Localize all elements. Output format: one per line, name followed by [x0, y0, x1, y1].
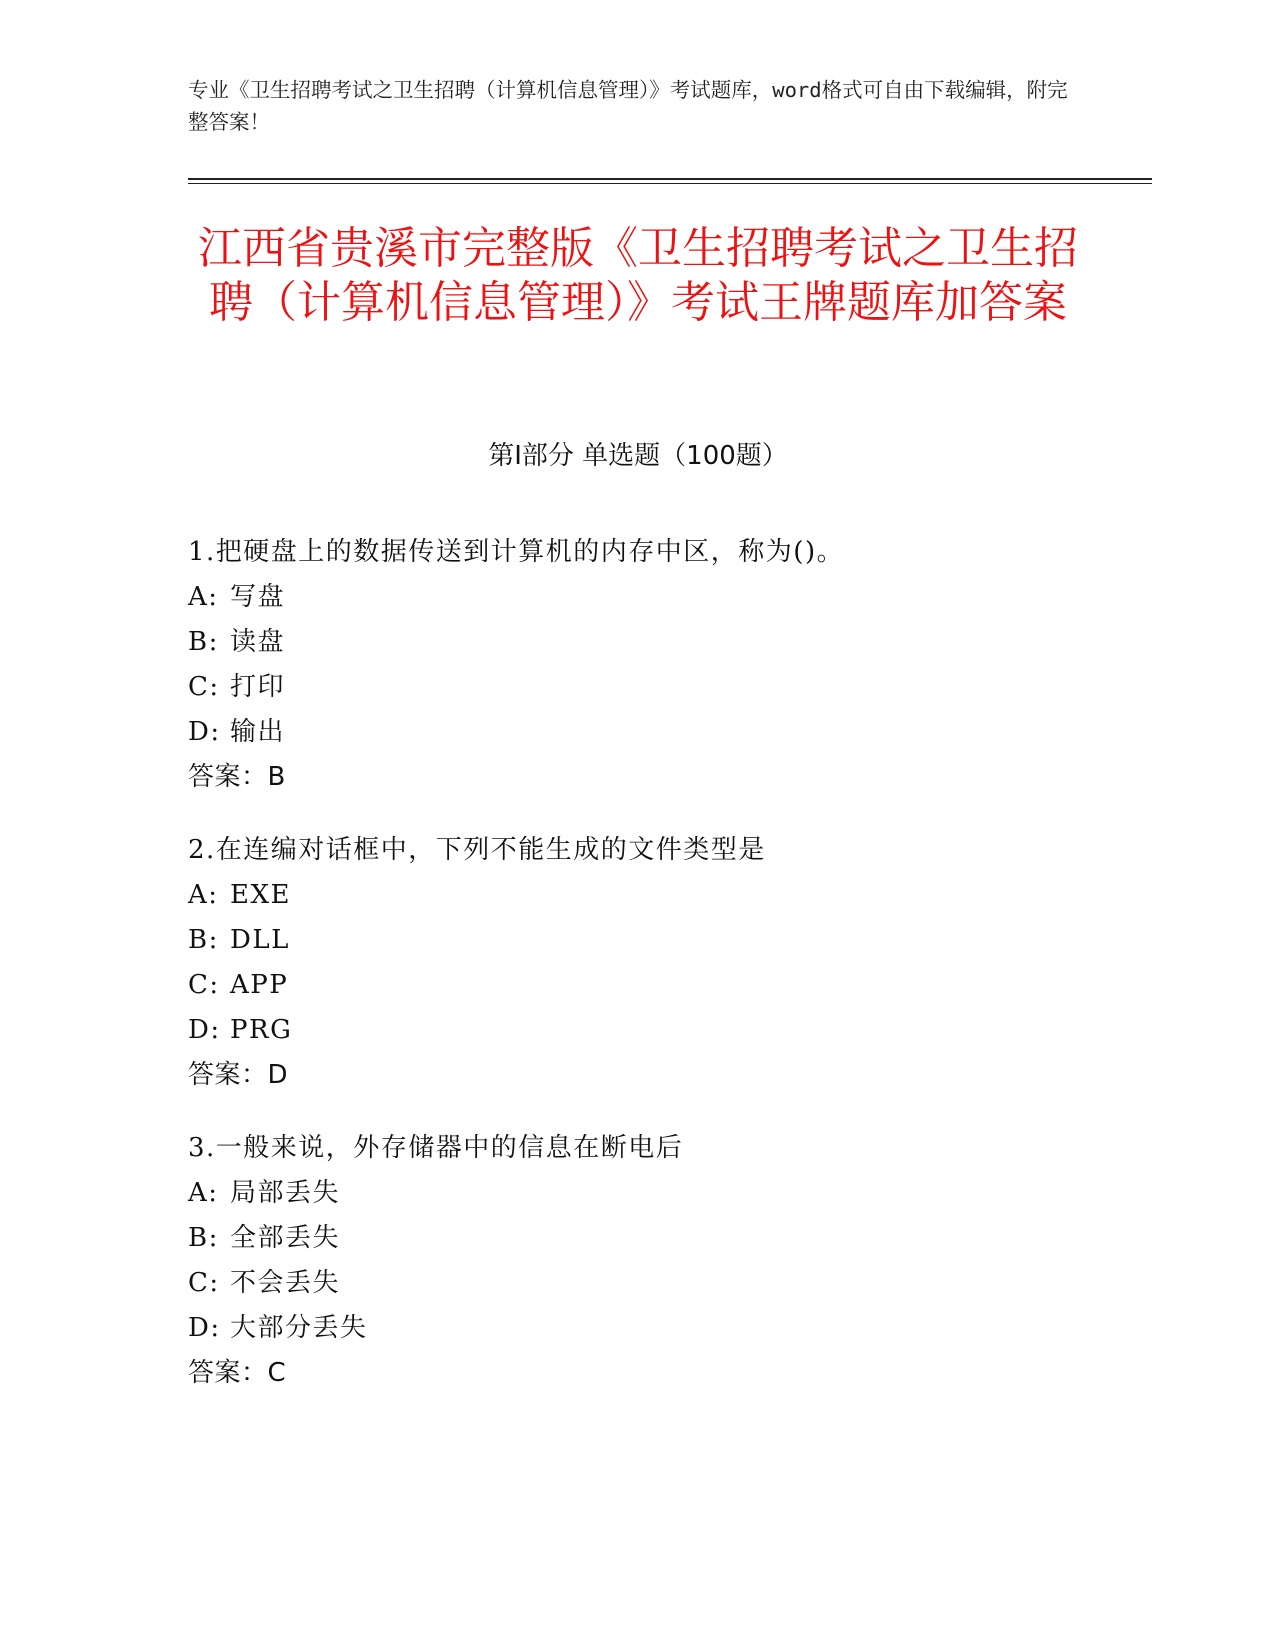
- header-note: 专业《卫生招聘考试之卫生招聘（计算机信息管理）》考试题库，word格式可自由下载编辑，附完整答案！: [188, 78, 1068, 134]
- option-label: A:: [188, 880, 219, 910]
- option-text: PRG: [230, 1015, 293, 1045]
- option-text: 局部丢失: [230, 1178, 341, 1208]
- option-label: D:: [188, 717, 221, 747]
- option-c: [188, 1261, 1088, 1306]
- option-text: 打印: [230, 672, 286, 702]
- question-item: [188, 828, 1088, 1098]
- header-rule-thin: [188, 183, 1152, 184]
- option-text: 输出: [230, 717, 286, 747]
- option-text: APP: [230, 970, 289, 1000]
- option-label: A:: [188, 1178, 219, 1208]
- option-label: D:: [188, 1313, 221, 1343]
- question-stem: 2.在连编对话框中，下列不能生成的文件类型是: [188, 835, 766, 865]
- option-d: [188, 1008, 1088, 1053]
- question-item: [188, 530, 1088, 800]
- option-text: DLL: [230, 925, 290, 955]
- option-label: B:: [188, 925, 219, 955]
- option-text: 不会丢失: [230, 1268, 341, 1298]
- question-item: [188, 1126, 1088, 1396]
- option-a: [188, 575, 1088, 620]
- option-label: C:: [188, 1268, 220, 1298]
- option-label: C:: [188, 970, 220, 1000]
- question-stem: 1.把硬盘上的数据传送到计算机的内存中区，称为()。: [188, 537, 845, 567]
- option-a: [188, 1171, 1088, 1216]
- option-label: B:: [188, 1223, 219, 1253]
- header-rule-thick: [188, 178, 1152, 180]
- option-text: 全部丢失: [230, 1223, 341, 1253]
- option-d: [188, 1306, 1088, 1351]
- option-c: [188, 963, 1088, 1008]
- answer-line: 答案：B: [188, 762, 286, 792]
- option-text: 读盘: [230, 627, 286, 657]
- section-heading: 第Ⅰ部分 单选题（100题）: [488, 441, 788, 471]
- option-text: 写盘: [230, 582, 286, 612]
- answer-line: 答案：C: [188, 1358, 287, 1388]
- option-label: B:: [188, 627, 219, 657]
- option-b: [188, 620, 1088, 665]
- option-label: D:: [188, 1015, 221, 1045]
- option-a: [188, 873, 1088, 918]
- option-b: [188, 918, 1088, 963]
- option-b: [188, 1216, 1088, 1261]
- option-text: EXE: [230, 880, 291, 910]
- document-title: 江西省贵溪市完整版《卫生招聘考试之卫生招聘（计算机信息管理）》考试王牌题库加答案: [198, 223, 1078, 328]
- option-c: [188, 665, 1088, 710]
- option-text: 大部分丢失: [230, 1313, 368, 1343]
- question-list: [188, 530, 1088, 1424]
- question-stem: 3.一般来说，外存储器中的信息在断电后: [188, 1133, 684, 1163]
- answer-line: 答案：D: [188, 1060, 289, 1090]
- option-label: C:: [188, 672, 220, 702]
- option-d: [188, 710, 1088, 755]
- option-label: A:: [188, 582, 219, 612]
